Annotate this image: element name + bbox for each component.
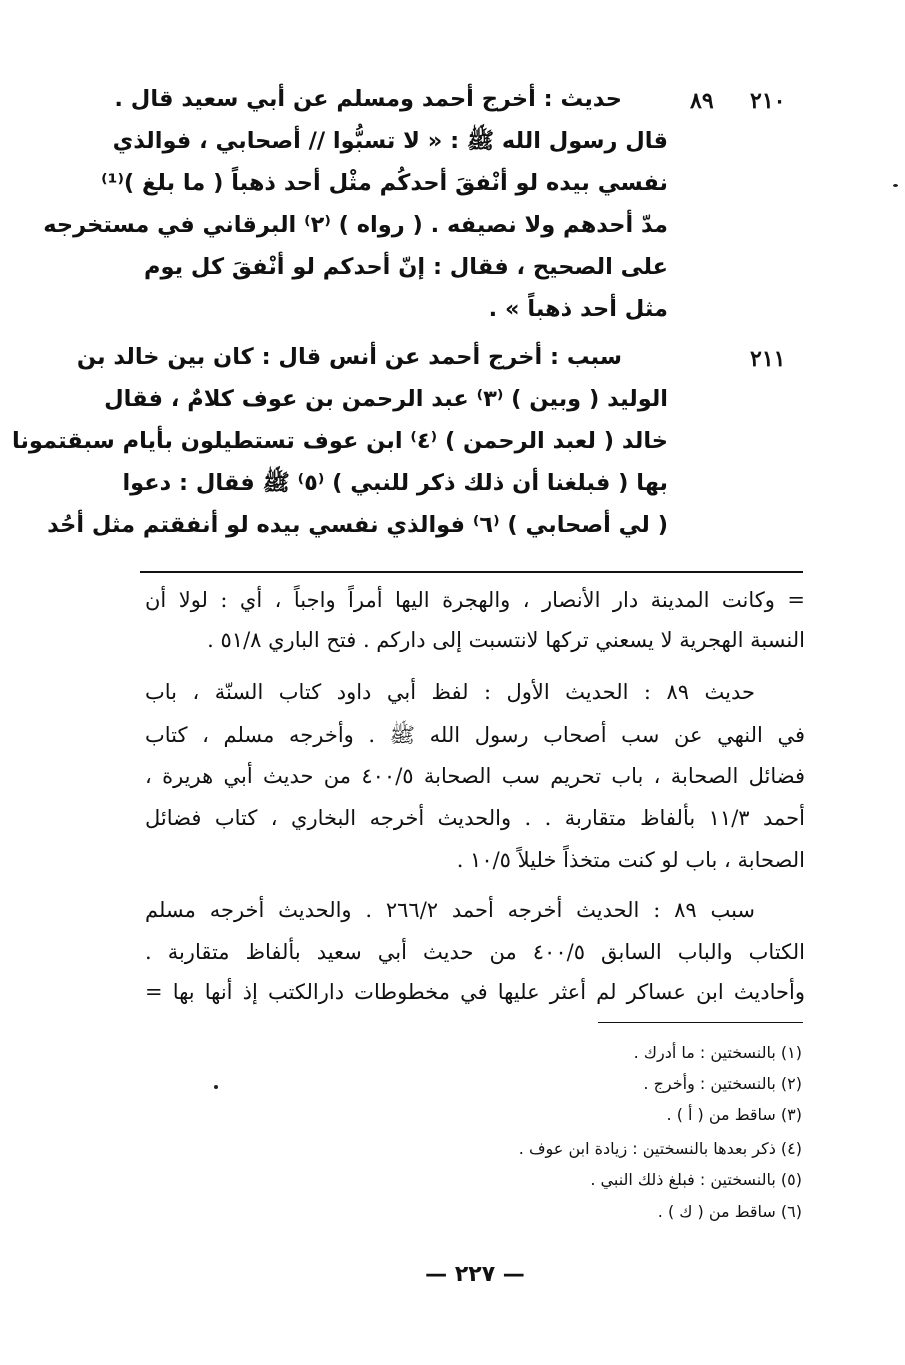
ink-speck bbox=[214, 1085, 218, 1089]
main-line: نفسي بيده لو أنْفقَ أحدكُم مثْل أحد ذهباً ( ما بلغ )⁽¹⁾ bbox=[101, 170, 668, 196]
footnote: (٣) ساقط من ( أ ) . bbox=[666, 1105, 802, 1124]
main-line: الوليد ( وبين ) ⁽٣⁾ عبد الرحمن بن عوف كلامٌ ، فقال bbox=[104, 386, 668, 412]
note-line: وأحاديث ابن عساكر لم أعثر عليها في مخطوطات دارالكتب إذ أنها بها = bbox=[145, 980, 805, 1004]
footnote: (٥) بالنسختين : فبلغ ذلك النبي . bbox=[590, 1170, 802, 1189]
main-line: ( لي أصحابي ) ⁽٦⁾ فوالذي نفسي بيده لو أنفقتم مثل أحُد bbox=[47, 512, 668, 538]
entry-number-210: ٢١٠ bbox=[750, 88, 786, 114]
footnote: (٢) بالنسختين : وأخرج . bbox=[643, 1074, 802, 1093]
main-separator-rule bbox=[140, 571, 803, 573]
main-line: قال رسول الله ﷺ : « لا تسبُّوا // أصحابي ، فوالذي bbox=[112, 128, 668, 154]
ink-speck bbox=[893, 184, 898, 187]
entry-number-211: ٢١١ bbox=[750, 346, 786, 372]
note-line: الكتاب والباب السابق ٤٠٠/٥ من حديث أبي سعيد بألفاظ متقاربة . bbox=[145, 940, 806, 964]
note-line: سبب ٨٩ : الحديث أخرجه أحمد ٢٦٦/٢ . والحديث أخرجه مسلم bbox=[145, 898, 755, 922]
footnote-separator-rule bbox=[598, 1022, 803, 1023]
footnote: (١) بالنسختين : ما أدرك . bbox=[633, 1043, 802, 1062]
main-line: مثل أحد ذهباً » . bbox=[488, 296, 668, 322]
footnote: (٤) ذكر بعدها بالنسختين : زيادة ابن عوف . bbox=[518, 1139, 802, 1158]
note-line: في النهي عن سب أصحاب رسول الله ﷺ . وأخرجه مسلم ، كتاب bbox=[145, 723, 805, 747]
main-line: حديث : أخرج أحمد ومسلم عن أبي سعيد قال . bbox=[114, 86, 622, 112]
note-line: فضائل الصحابة ، باب تحريم سب الصحابة ٤٠٠/٥ من حديث أبي هريرة ، bbox=[145, 764, 805, 788]
page-number: — ٢٢٧ — bbox=[425, 1262, 525, 1287]
note-line: أحمد ١١/٣ بألفاظ متقاربة . . والحديث أخرجه البخاري ، كتاب فضائل bbox=[145, 806, 805, 830]
main-line: سبب : أخرج أحمد عن أنس قال : كان بين خالد بن bbox=[76, 344, 622, 370]
note-line: = وكانت المدينة دار الأنصار ، والهجرة اليها أمراً واجباً ، أي : لولا أن bbox=[145, 588, 805, 612]
main-line: بها ( فبلغنا أن ذلك ذكر للنبي ) ⁽٥⁾ ﷺ فقال : دعوا bbox=[122, 470, 668, 496]
main-line: خالد ( لعبد الرحمن ) ⁽٤⁾ ابن عوف تستطيلون بأيام سبقتمونا bbox=[12, 428, 668, 454]
note-line: الصحابة ، باب لو كنت متخذاً خليلاً ١٠/٥ . bbox=[456, 848, 805, 872]
note-line: حديث ٨٩ : الحديث الأول : لفظ أبي داود كتاب السنّة ، باب bbox=[145, 680, 755, 704]
main-line: مدّ أحدهم ولا نصيفه . ( رواه ) ⁽٢⁾ البرقاني في مستخرجه bbox=[43, 212, 668, 238]
main-line: على الصحيح ، فقال : إنّ أحدكم لو أنْفقَ كل يوم bbox=[143, 254, 668, 280]
entry-number-89: ٨٩ bbox=[690, 88, 714, 114]
footnote: (٦) ساقط من ( ك ) . bbox=[657, 1202, 802, 1221]
note-line: النسبة الهجرية لا يسعني تركها لانتسبت إلى داركم . فتح الباري ٥١/٨ . bbox=[207, 628, 805, 652]
